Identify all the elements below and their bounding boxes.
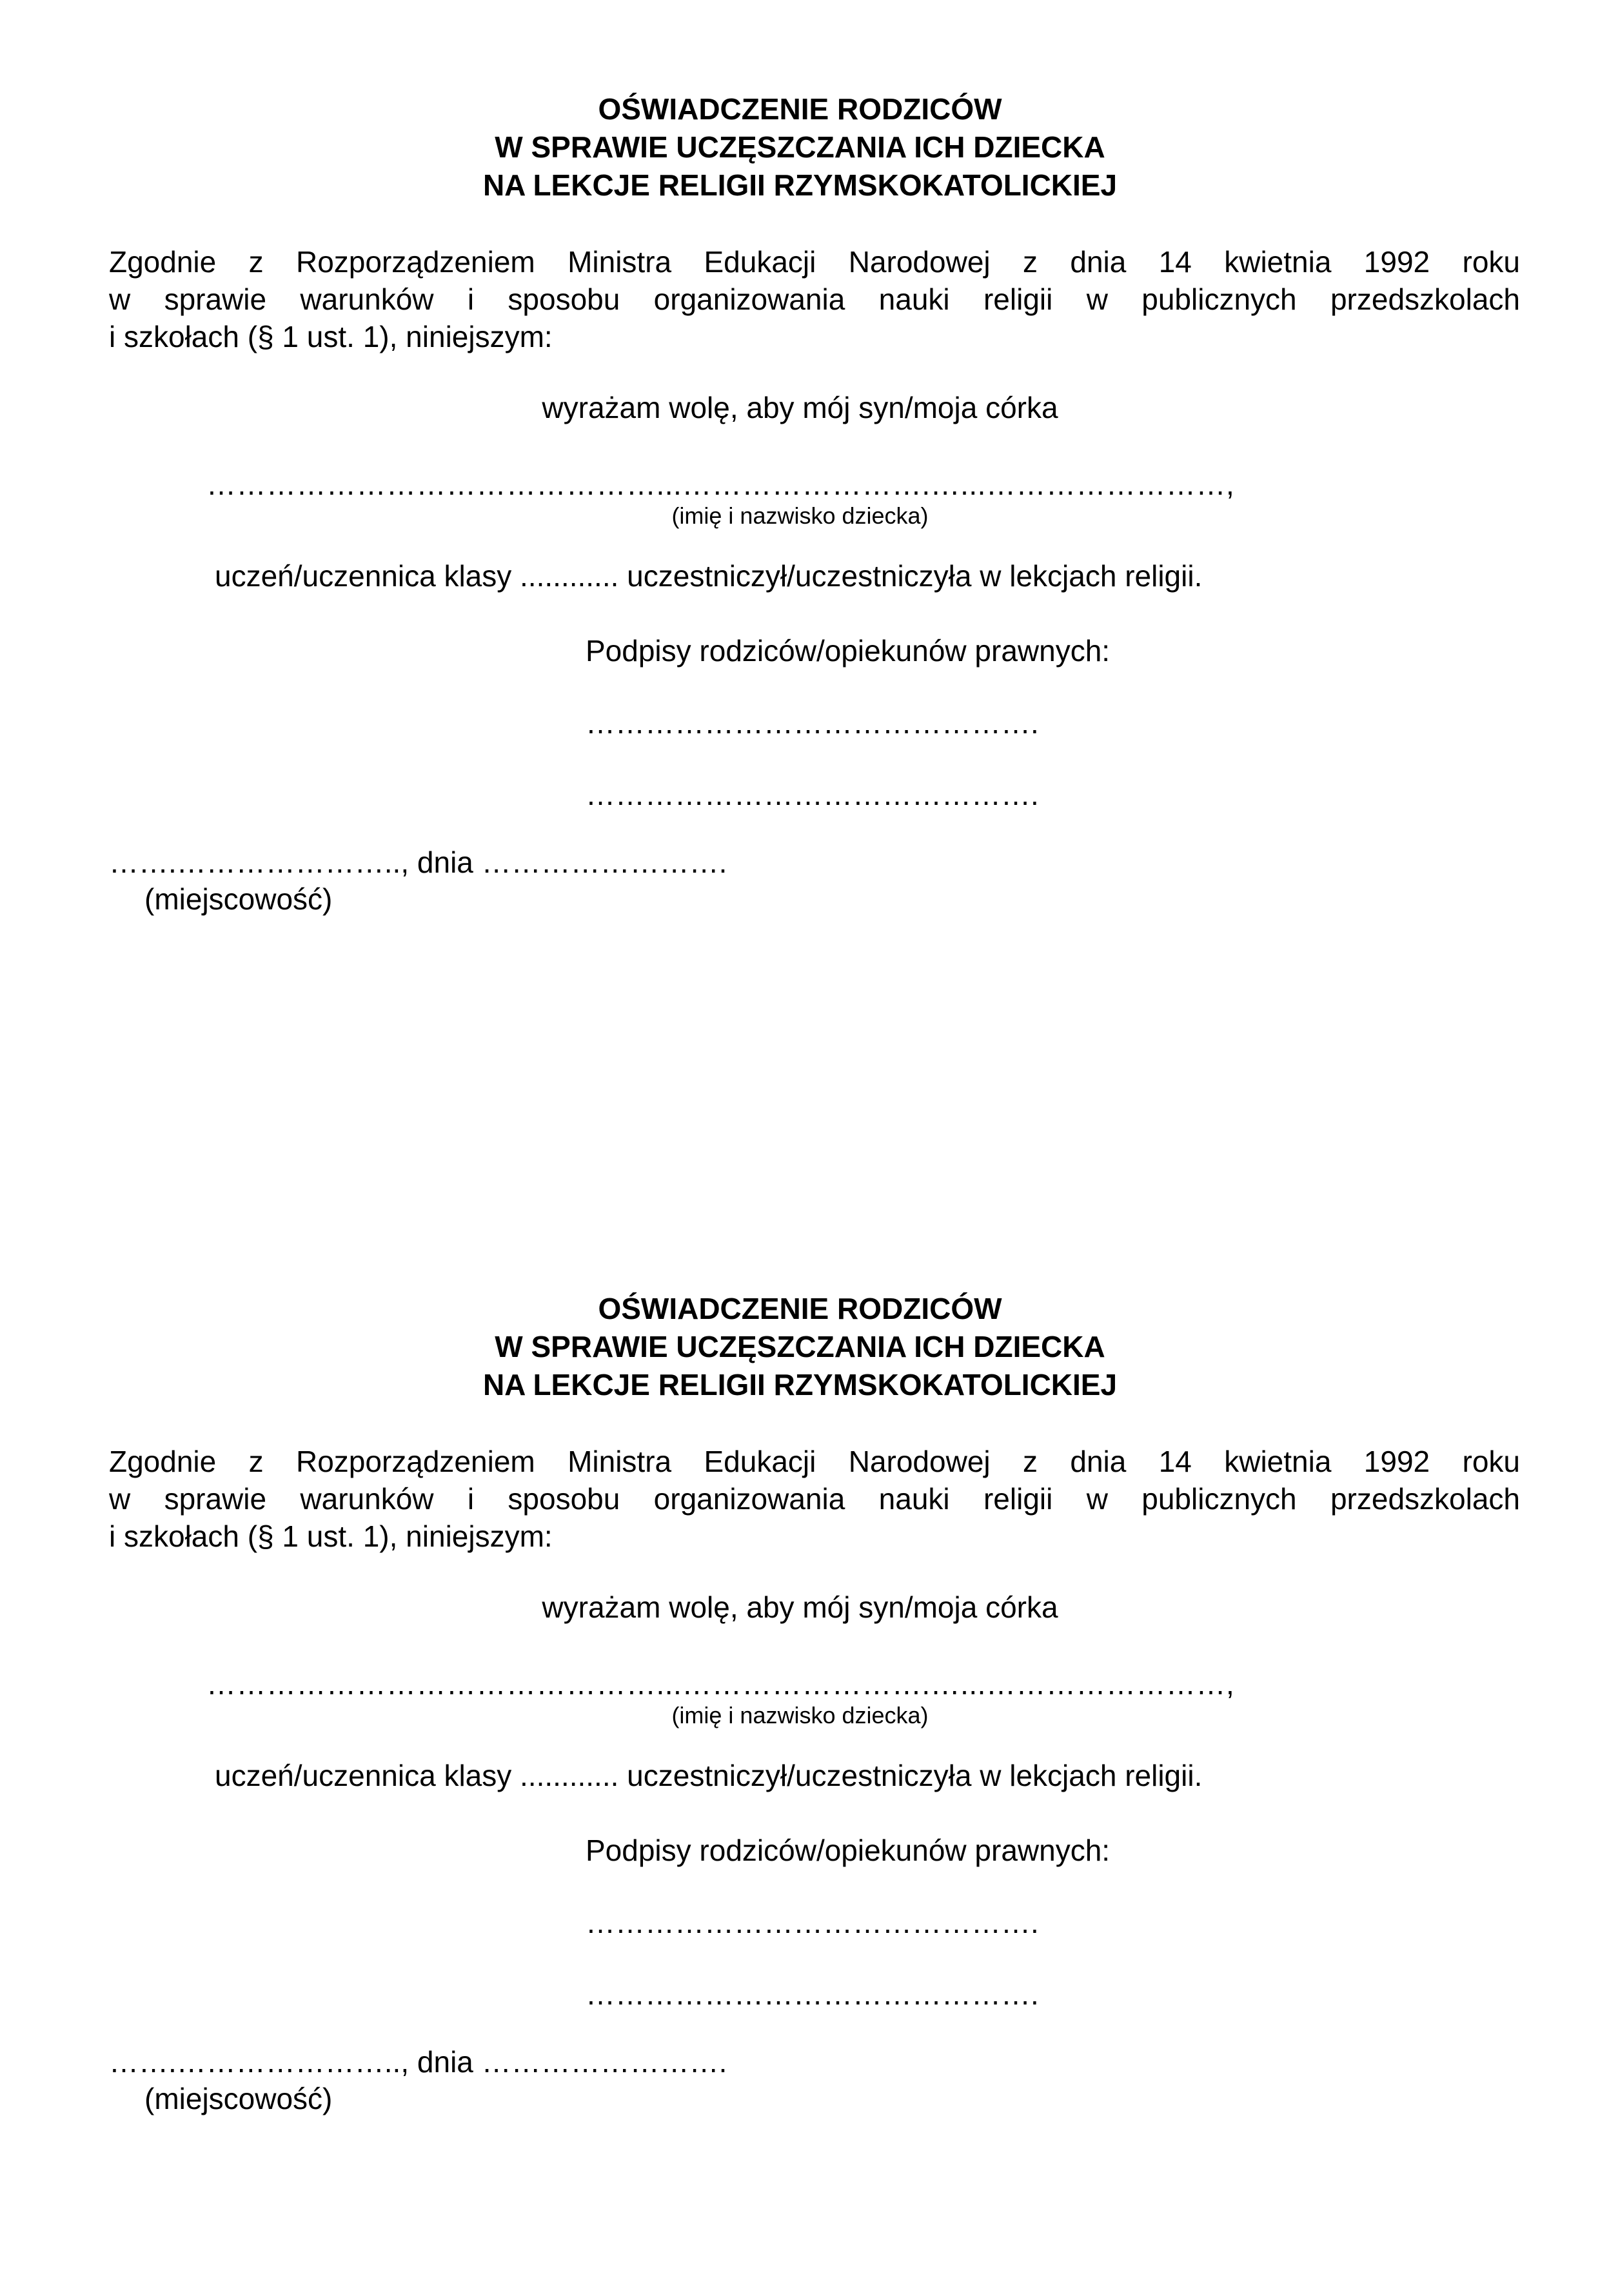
child-name-field[interactable]: ………………………………………...…………………….…...……………………,	[206, 468, 1235, 501]
signatures-heading: Podpisy rodziców/opiekunów prawnych:	[586, 634, 1111, 668]
will-statement: wyrażam wolę, aby mój syn/moja córka	[542, 1590, 1058, 1624]
intro-line: w sprawie warunków i sposobu organizowania nauki religii w publicznych przedszkolach	[109, 1482, 1520, 1516]
declaration-form	[0, 0, 1600, 1096]
intro-paragraph	[109, 243, 1520, 355]
place-date-field[interactable]: …….………………….., dnia …………………….	[109, 2045, 727, 2079]
declaration-form	[0, 1200, 1600, 2296]
intro-line: i szkołach (§ 1 ust. 1), niniejszym:	[109, 1519, 553, 1553]
title-line: NA LEKCJE RELIGII RZYMSKOKATOLICKIEJ	[482, 168, 1118, 202]
intro-line: Zgodnie z Rozporządzeniem Ministra Edukacji Narodowej z dnia 14 kwietnia 1992 roku	[109, 245, 1520, 279]
intro-paragraph	[109, 1443, 1520, 1555]
will-statement: wyrażam wolę, aby mój syn/moja córka	[542, 391, 1058, 424]
class-statement: uczeń/uczennica klasy ............ uczestniczył/uczestniczyła w lekcjach religii.	[215, 559, 1203, 593]
signature-field-2[interactable]: ……………………………………….	[586, 778, 1039, 811]
intro-line: w sprawie warunków i sposobu organizowania nauki religii w publicznych przedszkolach	[109, 282, 1520, 316]
child-name-caption: (imię i nazwisko dziecka)	[671, 1702, 929, 1728]
place-caption: (miejscowość)	[144, 2082, 333, 2115]
intro-line: Zgodnie z Rozporządzeniem Ministra Edukacji Narodowej z dnia 14 kwietnia 1992 roku	[109, 1445, 1520, 1478]
title-line: NA LEKCJE RELIGII RZYMSKOKATOLICKIEJ	[482, 1368, 1118, 1401]
form-title	[0, 90, 1600, 204]
signature-field-1[interactable]: ……………………………………….	[586, 1906, 1039, 1939]
signature-field-2[interactable]: ……………………………………….	[586, 1977, 1039, 2011]
title-line: OŚWIADCZENIE RODZICÓW	[598, 92, 1002, 126]
child-name-caption: (imię i nazwisko dziecka)	[671, 502, 929, 529]
form-title	[0, 1290, 1600, 1404]
title-line: W SPRAWIE UCZĘSZCZANIA ICH DZIECKA	[495, 130, 1105, 164]
child-name-field[interactable]: ………………………………………...…………………….…...……………………,	[206, 1667, 1235, 1701]
class-statement: uczeń/uczennica klasy ............ uczestniczył/uczestniczyła w lekcjach religii.	[215, 1759, 1203, 1792]
title-line: W SPRAWIE UCZĘSZCZANIA ICH DZIECKA	[495, 1330, 1105, 1363]
place-caption: (miejscowość)	[144, 882, 333, 916]
intro-line: i szkołach (§ 1 ust. 1), niniejszym:	[109, 320, 553, 353]
place-date-field[interactable]: …….………………….., dnia …………………….	[109, 846, 727, 879]
signature-field-1[interactable]: ……………………………………….	[586, 706, 1039, 740]
title-line: OŚWIADCZENIE RODZICÓW	[598, 1292, 1002, 1325]
signatures-heading: Podpisy rodziców/opiekunów prawnych:	[586, 1834, 1111, 1867]
